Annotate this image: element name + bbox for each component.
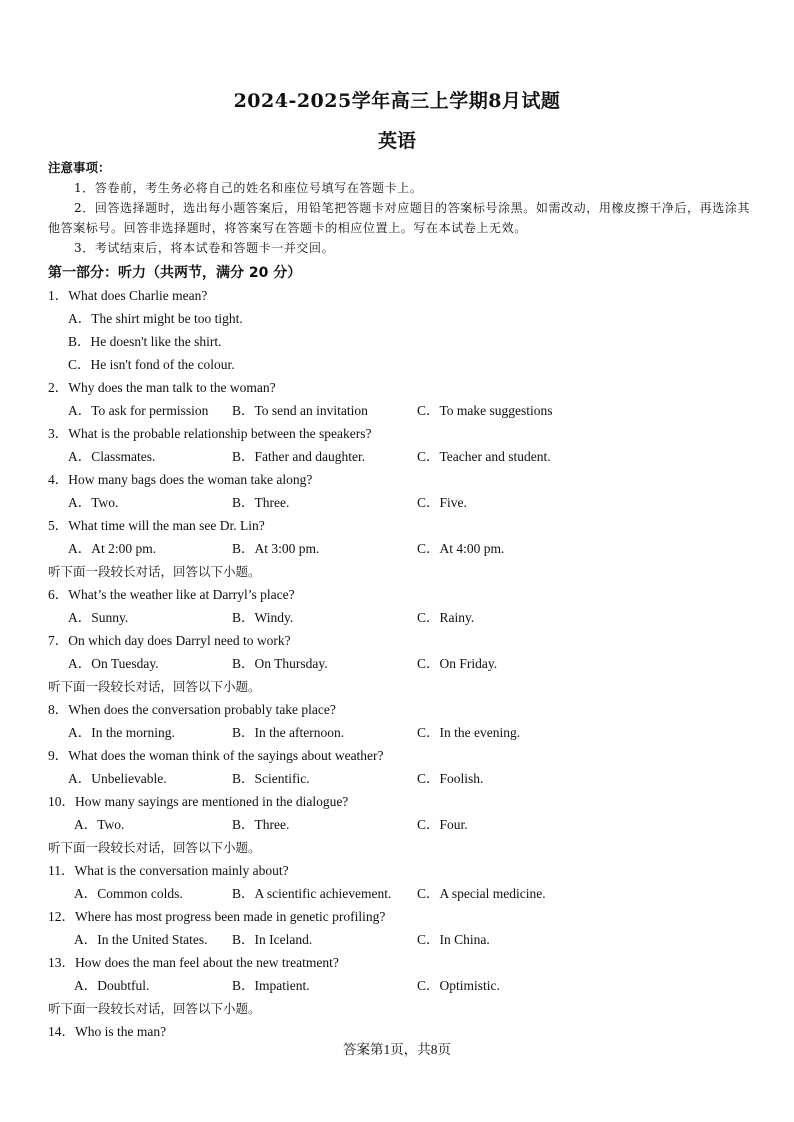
page-footer: 答案第1页，共8页 bbox=[343, 1042, 451, 1057]
answer-option: B．He doesn't like the shirt. bbox=[68, 334, 222, 349]
question-stem: 9．What does the woman think of the sayings about weather? bbox=[48, 748, 384, 763]
answer-option-c: C．To make suggestions bbox=[417, 403, 553, 418]
answer-option-a: A．Doubtful. bbox=[74, 978, 150, 993]
answer-option-b: B．Father and daughter. bbox=[232, 449, 366, 464]
answer-option-b: B．Impatient. bbox=[232, 978, 310, 993]
answer-option-c: C．Teacher and student. bbox=[417, 449, 551, 464]
answer-option-c: C．Foolish. bbox=[417, 771, 484, 786]
answer-option: C．He isn't fond of the colour. bbox=[68, 357, 235, 372]
question-stem: 2．Why does the man talk to the woman? bbox=[48, 380, 276, 395]
answer-option-b: B．A scientific achievement. bbox=[232, 886, 392, 901]
instructions bbox=[48, 158, 754, 258]
answer-option-a: A．Unbelievable. bbox=[68, 771, 167, 786]
answer-option-c: C．Optimistic. bbox=[417, 978, 500, 993]
listening-instruction: 听下面一段较长对话，回答以下小题。 bbox=[48, 679, 261, 694]
answer-option-b: B．Three. bbox=[232, 495, 290, 510]
page-title: 2024-2025学年高三上学期8月试题 bbox=[233, 90, 561, 112]
question-stem: 11．What is the conversation mainly about? bbox=[48, 863, 289, 878]
answer-options-row bbox=[48, 652, 754, 675]
answer-option-b: B．At 3:00 pm. bbox=[232, 541, 320, 556]
answer-options-row bbox=[48, 445, 754, 468]
question-stem: 13．How does the man feel about the new treatment? bbox=[48, 955, 339, 970]
answer-option-b: B．In Iceland. bbox=[232, 932, 313, 947]
answer-option-b: B．Three. bbox=[232, 817, 290, 832]
answer-options-row bbox=[48, 721, 754, 744]
answer-option: A．The shirt might be too tight. bbox=[68, 311, 243, 326]
subject-title: 英语 bbox=[377, 130, 416, 152]
answer-option-a: A．In the United States. bbox=[74, 932, 208, 947]
answer-options-row bbox=[48, 813, 754, 836]
answer-option-b: B．To send an invitation bbox=[232, 403, 368, 418]
answer-option-a: A．Two. bbox=[74, 817, 125, 832]
answer-option-a: A．Two. bbox=[68, 495, 119, 510]
question-stem: 12．Where has most progress been made in genetic profiling? bbox=[48, 909, 386, 924]
instruction-item: 3．考试结束后，将本试卷和答题卡一并交回。 bbox=[74, 241, 335, 255]
answer-options-row bbox=[48, 974, 754, 997]
answer-option-c: C．Rainy. bbox=[417, 610, 475, 625]
answer-option-c: C．Four. bbox=[417, 817, 468, 832]
question-stem: 10．How many sayings are mentioned in the dialogue? bbox=[48, 794, 349, 809]
answer-options-row bbox=[48, 491, 754, 514]
answer-option-c: C．In the evening. bbox=[417, 725, 521, 740]
listening-instruction: 听下面一段较长对话，回答以下小题。 bbox=[48, 840, 261, 855]
answer-options-row bbox=[48, 767, 754, 790]
answer-option-a: A．At 2:00 pm. bbox=[68, 541, 157, 556]
answer-options-row bbox=[48, 928, 754, 951]
answer-option-b: B．Scientific. bbox=[232, 771, 310, 786]
question-stem: 6．What’s the weather like at Darryl’s place? bbox=[48, 587, 295, 602]
question-stem: 7．On which day does Darryl need to work? bbox=[48, 633, 291, 648]
answer-option-b: B．On Thursday. bbox=[232, 656, 328, 671]
question-stem: 4．How many bags does the woman take along? bbox=[48, 472, 313, 487]
question-list bbox=[48, 284, 754, 1043]
question-stem: 3．What is the probable relationship between the speakers? bbox=[48, 426, 372, 441]
answer-options-row bbox=[48, 399, 754, 422]
answer-option-c: C．Five. bbox=[417, 495, 467, 510]
answer-option-c: C．A special medicine. bbox=[417, 886, 546, 901]
instruction-item: 2．回答选择题时，选出每小题答案后，用铅笔把答题卡对应题目的答案标号涂黑。如需改动，用橡皮擦干净后，再选涂其他答案标号。回答非选择题时，将答案写在答题卡的相应位置上。写在本试卷上无效。 bbox=[48, 201, 751, 235]
answer-options-row bbox=[48, 537, 754, 560]
answer-options-row bbox=[48, 606, 754, 629]
answer-option-a: A．Classmates. bbox=[68, 449, 156, 464]
answer-option-b: B．In the afternoon. bbox=[232, 725, 345, 740]
section-heading: 第一部分：听力（共两节，满分 20 分） bbox=[48, 265, 302, 281]
answer-option-a: A．On Tuesday. bbox=[68, 656, 159, 671]
answer-option-b: B．Windy. bbox=[232, 610, 294, 625]
answer-options-row bbox=[48, 882, 754, 905]
answer-option-c: C．At 4:00 pm. bbox=[417, 541, 505, 556]
listening-instruction: 听下面一段较长对话，回答以下小题。 bbox=[48, 1001, 261, 1016]
answer-option-a: A．Sunny. bbox=[68, 610, 129, 625]
question-stem: 14．Who is the man? bbox=[48, 1024, 167, 1039]
answer-option-a: A．To ask for permission bbox=[68, 403, 209, 418]
instructions-heading: 注意事项： bbox=[48, 160, 111, 175]
question-stem: 8．When does the conversation probably take place? bbox=[48, 702, 336, 717]
answer-option-a: A．Common colds. bbox=[74, 886, 183, 901]
answer-option-c: C．In China. bbox=[417, 932, 490, 947]
question-stem: 1．What does Charlie mean? bbox=[48, 288, 208, 303]
answer-option-c: C．On Friday. bbox=[417, 656, 498, 671]
instruction-item: 1．答卷前，考生务必将自己的姓名和座位号填写在答题卡上。 bbox=[74, 181, 423, 195]
answer-option-a: A．In the morning. bbox=[68, 725, 175, 740]
listening-instruction: 听下面一段较长对话，回答以下小题。 bbox=[48, 564, 261, 579]
question-stem: 5．What time will the man see Dr. Lin? bbox=[48, 518, 265, 533]
